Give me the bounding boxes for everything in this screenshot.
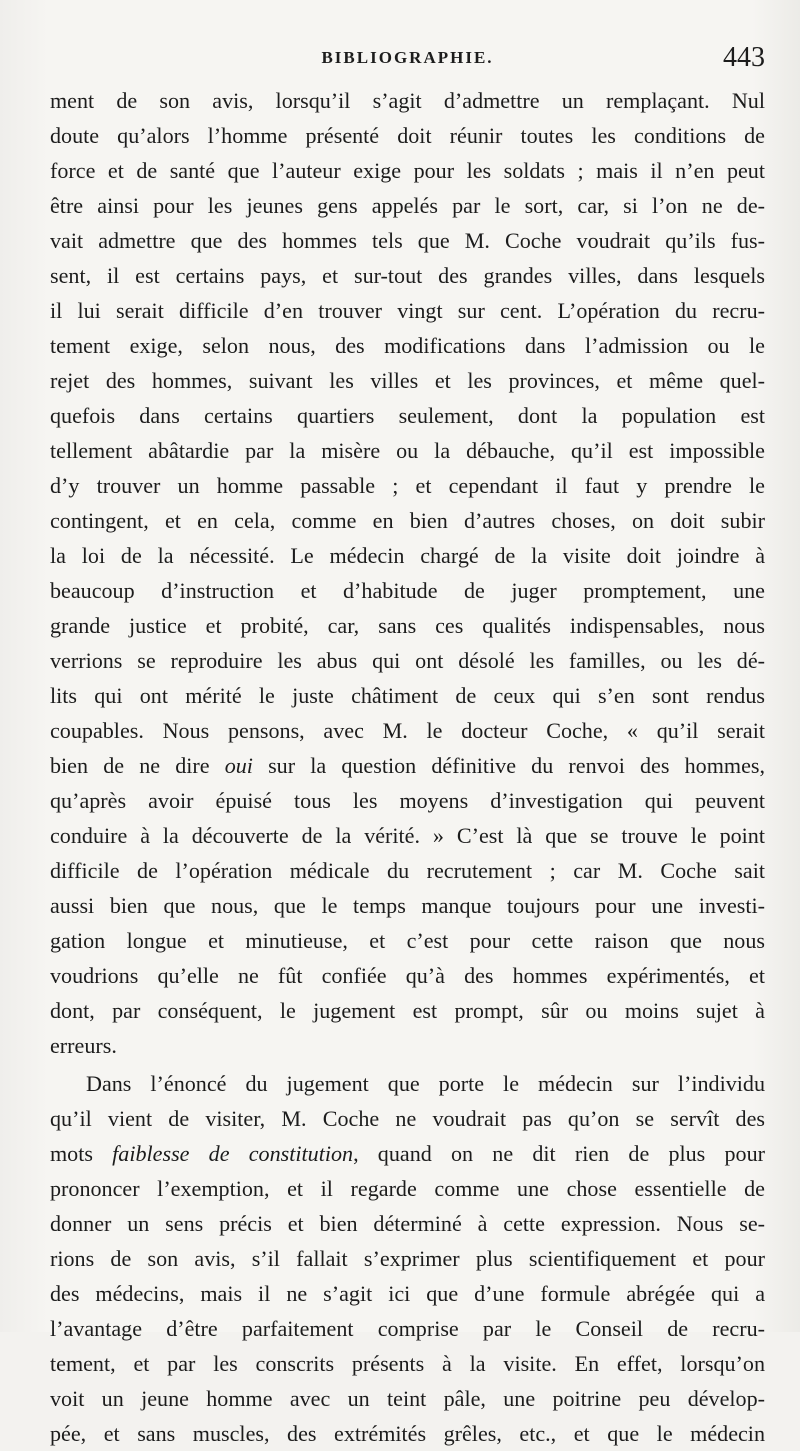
- text-line: voit un jeune homme avec un teint pâle, une poitrine peu dévelop-: [50, 1386, 765, 1411]
- paragraph-2: [50, 1066, 765, 1451]
- text-line: beaucoup d’instruction et d’habitude de juger promptement, une: [50, 578, 765, 603]
- text-line: tellement abâtardie par la misère ou la débauche, qu’il est impossible: [50, 438, 765, 463]
- text-line: ment de son avis, lorsqu’il s’agit d’admettre un remplaçant. Nul: [50, 88, 765, 113]
- text-line: quefois dans certains quartiers seulement, dont la population est: [50, 403, 765, 428]
- text-line: pée, et sans muscles, des extrémités grêles, etc., et que le médecin: [50, 1421, 765, 1446]
- text-line: tement, et par les conscrits présents à la visite. En effet, lorsqu’on: [50, 1351, 765, 1376]
- text-line: il lui serait difficile d’en trouver vingt sur cent. L’opération du recru-: [50, 298, 765, 323]
- text-line: difficile de l’opération médicale du recrutement ; car M. Coche sait: [50, 858, 765, 883]
- text-line: rejet des hommes, suivant les villes et les provinces, et même quel-: [50, 368, 765, 393]
- text-line: contingent, et en cela, comme en bien d’autres choses, on doit subir: [50, 508, 765, 533]
- text-line: bien de ne dire oui sur la question définitive du renvoi des hommes,: [50, 753, 765, 778]
- text-line: verrions se reproduire les abus qui ont désolé les familles, ou les dé-: [50, 648, 765, 673]
- text-line: mots faiblesse de constitution, quand on ne dit rien de plus pour: [50, 1141, 765, 1166]
- text-line: donner un sens précis et bien déterminé à cette expression. Nous se-: [50, 1211, 765, 1236]
- running-head: BIBLIOGRAPHIE.: [321, 48, 494, 67]
- text-line: l’avantage d’être parfaitement comprise par le Conseil de recru-: [50, 1316, 765, 1341]
- text-line: gation longue et minutieuse, et c’est pour cette raison que nous: [50, 928, 765, 953]
- paragraph-1: [50, 83, 765, 1063]
- text-line: sent, il est certains pays, et sur-tout des grandes villes, dans lesquels: [50, 263, 765, 288]
- page-number: 443: [723, 42, 765, 73]
- text-line: aussi bien que nous, que le temps manque toujours pour une investi-: [50, 893, 765, 918]
- text-line: la loi de la nécessité. Le médecin chargé de la visite doit joindre à: [50, 543, 765, 568]
- text-line: des médecins, mais il ne s’agit ici que d’une formule abrégée qui a: [50, 1281, 765, 1306]
- text-line: rions de son avis, s’il fallait s’exprimer plus scientifiquement et pour: [50, 1246, 765, 1271]
- text-line: tement exige, selon nous, des modifications dans l’admission ou le: [50, 333, 765, 358]
- italic-emphasis: oui: [224, 753, 253, 778]
- body-text: [50, 83, 765, 1451]
- text-line: lits qui ont mérité le juste châtiment de ceux qui s’en sont rendus: [50, 683, 765, 708]
- text-line: dont, par conséquent, le jugement est prompt, sûr ou moins sujet à: [50, 998, 765, 1023]
- text-line: qu’après avoir épuisé tous les moyens d’investigation qui peuvent: [50, 788, 765, 813]
- text-line: prononcer l’exemption, et il regarde comme une chose essentielle de: [50, 1176, 765, 1201]
- page-header: [50, 42, 765, 82]
- text-line: vait admettre que des hommes tels que M. Coche voudrait qu’ils fus-: [50, 228, 765, 253]
- text-line: conduire à la découverte de la vérité. » C’est là que se trouve le point: [50, 823, 765, 848]
- text-line: qu’il vient de visiter, M. Coche ne voudrait pas qu’on se servît des: [50, 1106, 765, 1131]
- text-line: d’y trouver un homme passable ; et cependant il faut y prendre le: [50, 473, 765, 498]
- text-line: coupables. Nous pensons, avec M. le docteur Coche, « qu’il serait: [50, 718, 765, 743]
- text-line: doute qu’alors l’homme présenté doit réunir toutes les conditions de: [50, 123, 765, 148]
- text-line-last: erreurs.: [50, 1033, 117, 1058]
- text-line: voudrions qu’elle ne fût confiée qu’à des hommes expérimentés, et: [50, 963, 765, 988]
- text-line: Dans l’énoncé du jugement que porte le médecin sur l’individu: [86, 1071, 765, 1096]
- text-line: force et de santé que l’auteur exige pour les soldats ; mais il n’en peut: [50, 158, 765, 183]
- text-line: grande justice et probité, car, sans ces qualités indispensables, nous: [50, 613, 765, 638]
- text-line: être ainsi pour les jeunes gens appelés par le sort, car, si l’on ne de-: [50, 193, 765, 218]
- italic-emphasis: faiblesse de constitution: [112, 1141, 354, 1166]
